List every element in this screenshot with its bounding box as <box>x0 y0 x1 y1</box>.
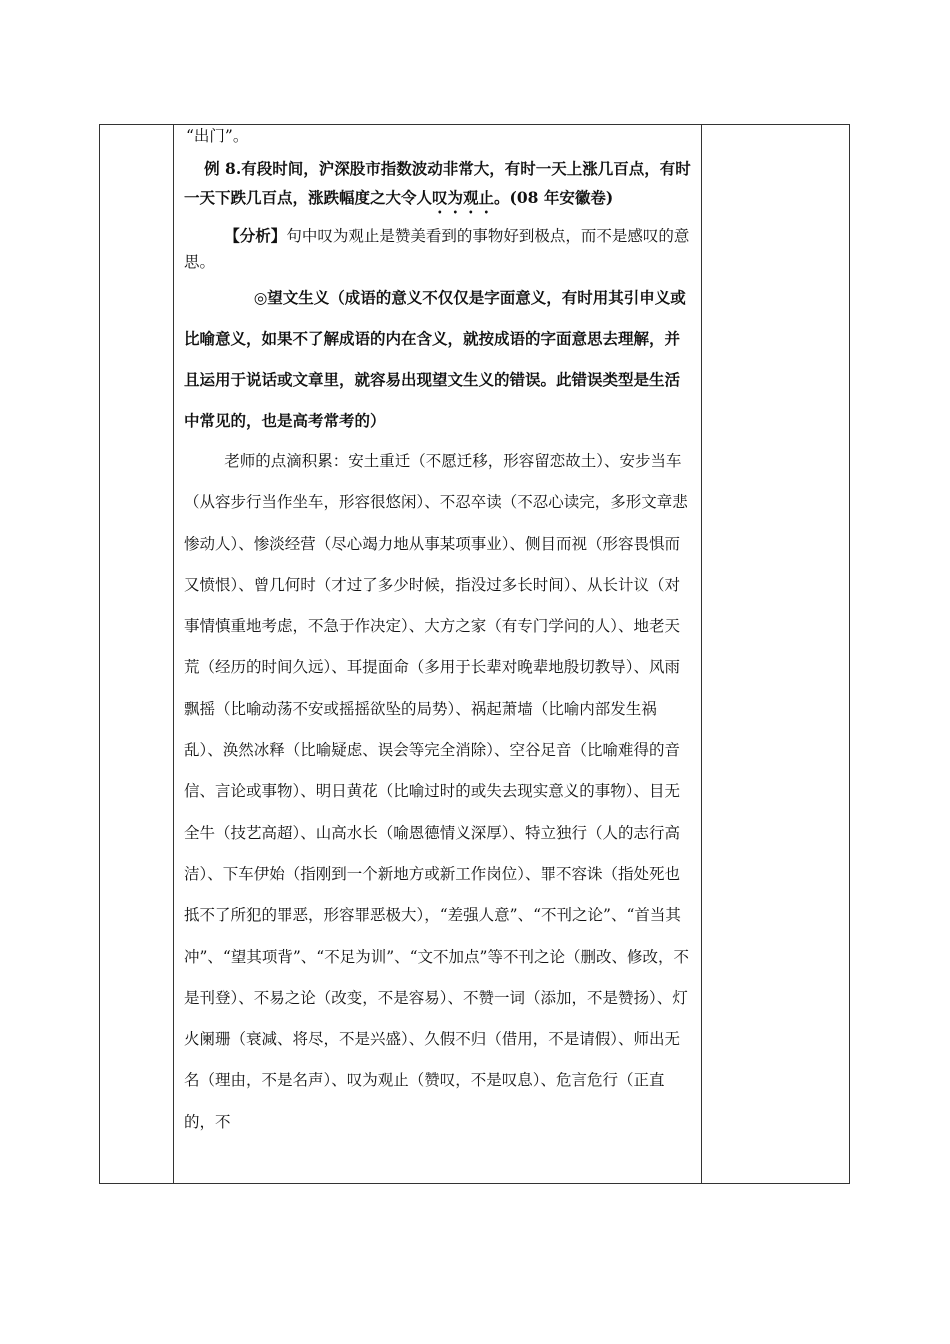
analysis-tag: 【分析】 <box>224 226 287 245</box>
content-cell <box>184 124 694 1143</box>
analysis-text: 句中叹为观止是赞美看到的事物好到极点，而不是感叹的意思。 <box>184 227 690 271</box>
example-8 <box>184 154 694 217</box>
example-label: 例 8. <box>204 159 242 178</box>
top-fragment: “出门”。 <box>186 127 249 145</box>
example-source: 。(08 年安徽卷) <box>494 188 614 207</box>
column-divider-left <box>173 124 174 1184</box>
section-text: 望文生义（成语的意义不仅仅是字面意义，有时用其引申义或比喻意义，如果不了解成语的内在含义，就按成语的字面意思去理解，并且运用于说话或文章里，就容易出现望文生义的错误。此错误类型是生活中常见的，也是高考常考的） <box>184 288 686 430</box>
emphasized-idiom: 叹为观止 <box>432 188 495 207</box>
analysis-paragraph <box>184 223 694 275</box>
example-text: 有段时间，沪深股市指数波动非常大，有时一天上涨几百点，有时一天下跌几百点，涨跌幅度之大令人 <box>184 159 691 207</box>
section-heading <box>184 277 694 441</box>
notes-paragraph: 老师的点滴积累：安土重迁（不愿迁移，形容留恋故土）、安步当车（从容步行当作坐车，形容很悠闲）、不忍卒读（不忍心读完，多形文章悲惨动人）、惨淡经营（尽心竭力地从事某项事业）、侧目而视（形容畏惧而又愤恨）、曾几何时（才过了多少时候，指没过多长时间）、从长计议（对事情慎重地考虑，不急于作决定）、大方之家（有专门学问的人）、地老天荒（经历的时间久远）、耳提面命（多用于长辈对晚辈地殷切教导）、风雨飘摇（比喻动荡不安或摇摇欲坠的局势）、祸起萧墙（比喻内部发生祸乱）、涣然冰释（比喻疑虑、误会等完全消除）、空谷足音（比喻难得的音信、言论或事物）、明日黄花（比喻过时的或失去现实意义的事物）、目无全牛（技艺高超）、山高水长（喻恩德情义深厚）、特立独行（人的志行高洁）、下车伊始（指刚到一个新地方或新工作岗位）、罪不容诛（指处死也抵不了所犯的罪恶，形容罪恶极大），“差强人意”、“不刊之论”、“首当其冲”、“望其项背”、“不足为训”、“文不加点”等不刊之论（删改、修改，不是刊登）、不易之论（改变，不是容易）、不赞一词（添加，不是赞扬）、灯火阑珊（衰减、将尽，不是兴盛）、久假不归（借用，不是请假）、师出无名（理由，不是名声）、叹为观止（赞叹，不是叹息）、危言危行（正直的，不 <box>184 452 689 1131</box>
column-divider-right <box>701 124 702 1184</box>
circle-marker-icon: ◎ <box>253 288 268 307</box>
